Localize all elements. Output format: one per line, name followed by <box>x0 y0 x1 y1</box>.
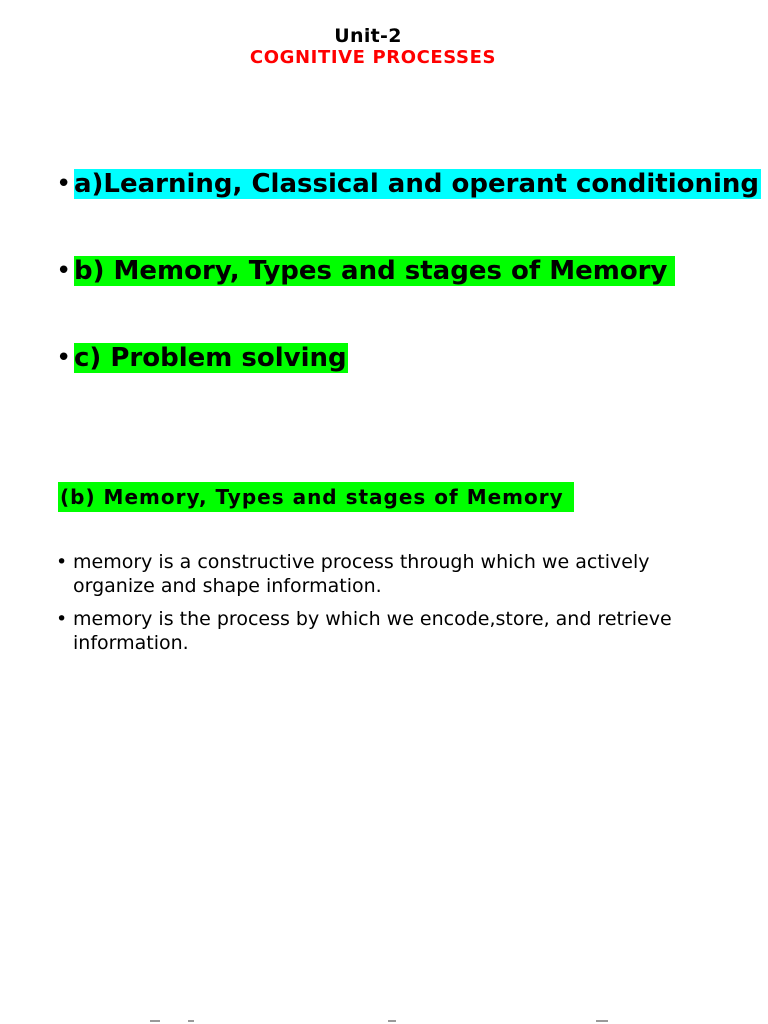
unit-title: Unit-2 <box>334 25 402 47</box>
unit-subtitle: COGNITIVE PROCESSES <box>249 47 497 68</box>
memory-point-text: memory is a constructive process through which we actively organize and shape information. <box>73 551 650 597</box>
page-bottom-edge <box>0 1016 768 1024</box>
edge-mark <box>388 1020 396 1022</box>
topic-item-a <box>56 167 761 201</box>
edge-mark <box>596 1020 608 1022</box>
bullet-icon: • <box>56 551 68 573</box>
bullet-icon: • <box>56 169 72 199</box>
bullet-icon: • <box>56 256 72 286</box>
memory-point-2 <box>56 607 726 655</box>
topic-item-c <box>56 341 348 375</box>
section-heading: (b) Memory, Types and stages of Memory <box>58 482 574 512</box>
memory-point-1 <box>56 550 726 598</box>
topic-label-c: c) Problem solving <box>74 343 347 373</box>
bullet-icon: • <box>56 343 72 373</box>
bullet-icon: • <box>56 608 68 630</box>
topic-label-b: b) Memory, Types and stages of Memory <box>74 256 675 286</box>
topic-item-b <box>56 254 675 288</box>
topic-label-a: a)Learning, Classical and operant conditioning <box>74 169 760 199</box>
edge-mark <box>150 1020 160 1022</box>
memory-point-text: memory is the process by which we encode,store, and retrieve information. <box>73 608 672 654</box>
edge-mark <box>188 1020 194 1022</box>
